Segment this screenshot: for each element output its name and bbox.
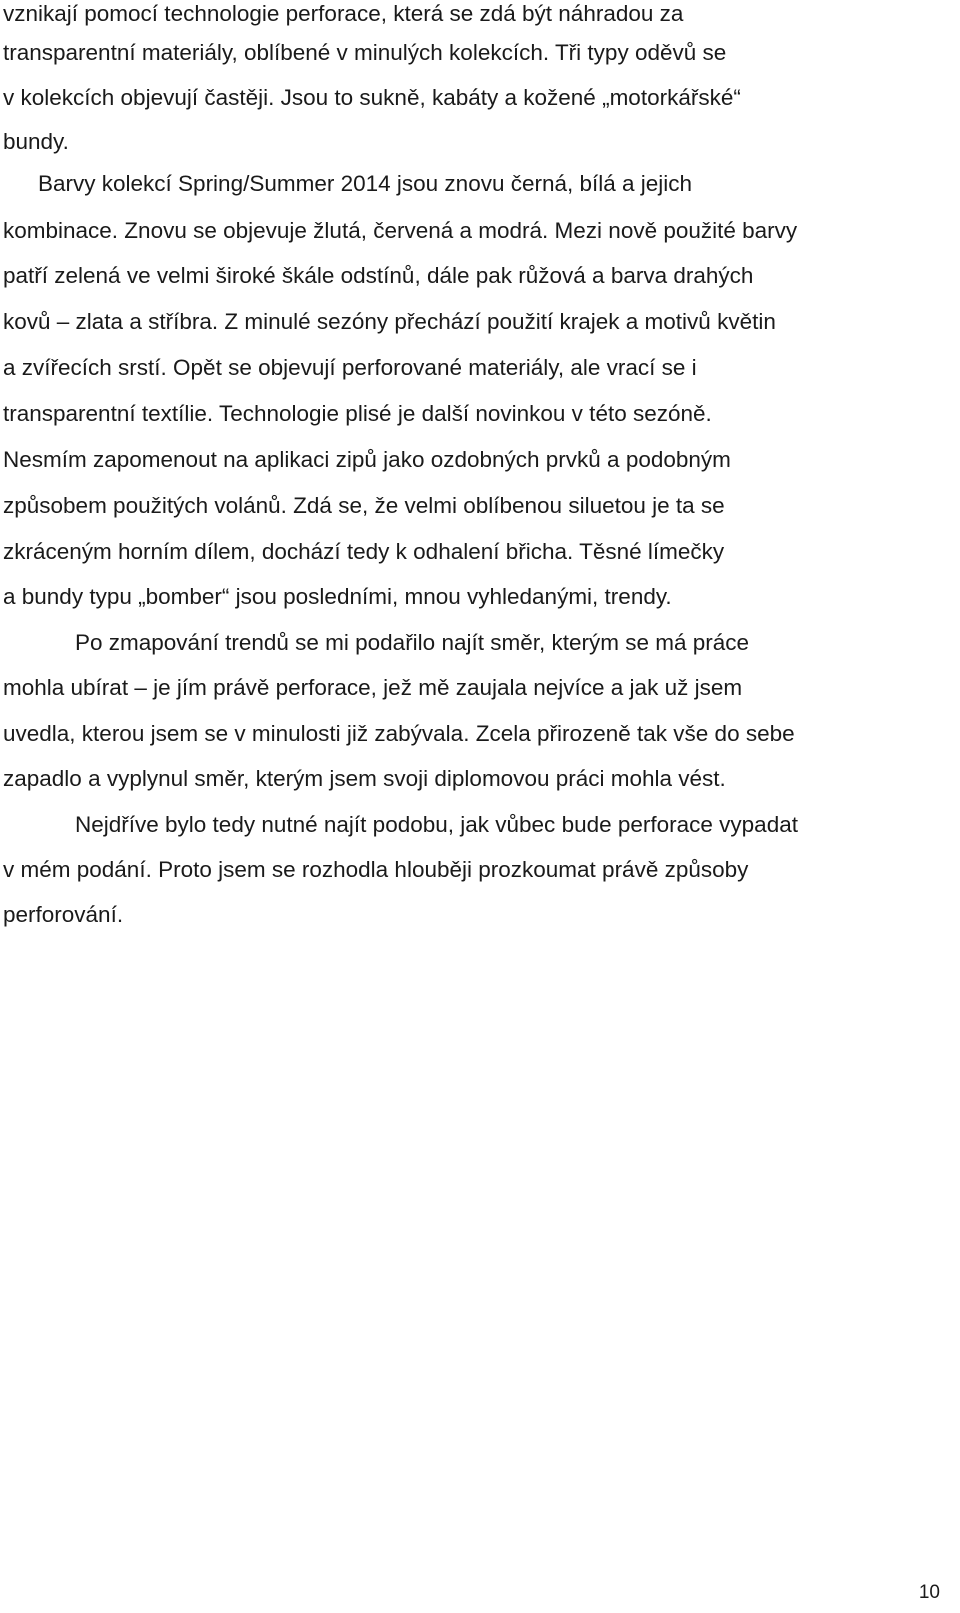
- text-line: Po zmapování trendů se mi podařilo najít směr, kterým se má práce: [75, 630, 750, 655]
- document-body: [3, 0, 948, 946]
- text-line: Barvy kolekcí Spring/Summer 2014 jsou znovu černá, bílá a jejich: [38, 171, 693, 196]
- text-line: kovů – zlata a stříbra. Z minulé sezóny přechází použití krajek a motivů květin: [3, 309, 776, 334]
- text-line: v kolekcích objevují častěji. Jsou to sukně, kabáty a kožené „motorkářské“: [3, 85, 741, 110]
- text-line: patří zelená ve velmi široké škále odstínů, dále pak růžová a barva drahých: [3, 263, 754, 288]
- text-line: v mém podání. Proto jsem se rozhodla hlouběji prozkoumat právě způsoby: [3, 857, 749, 882]
- page-number: 10: [918, 1582, 940, 1603]
- text-line: a zvířecích srstí. Opět se objevují perforované materiály, ale vrací se i: [3, 355, 697, 380]
- text-line: Nejdříve bylo tedy nutné najít podobu, jak vůbec bude perforace vypadat: [75, 812, 798, 837]
- text-line: bundy.: [3, 129, 69, 154]
- text-line: perforování.: [3, 902, 124, 927]
- text-line: Nesmím zapomenout na aplikaci zipů jako ozdobných prvků a podobným: [3, 447, 731, 472]
- text-line: uvedla, kterou jsem se v minulosti již zabývala. Zcela přirozeně tak vše do sebe: [3, 721, 795, 746]
- text-line: zkráceným horním dílem, dochází tedy k odhalení břicha. Těsné límečky: [3, 539, 725, 564]
- text-line: způsobem použitých volánů. Zdá se, že velmi oblíbenou siluetou je ta se: [3, 493, 725, 518]
- text-line: transparentní textílie. Technologie plisé je další novinkou v této sezóně.: [3, 401, 712, 426]
- text-line: vznikají pomocí technologie perforace, která se zdá být náhradou za: [3, 1, 684, 26]
- text-line: kombinace. Znovu se objevuje žlutá, červená a modrá. Mezi nově použité barvy: [3, 218, 798, 243]
- text-line: mohla ubírat – je jím právě perforace, jež mě zaujala nejvíce a jak už jsem: [3, 675, 743, 700]
- text-line: transparentní materiály, oblíbené v minulých kolekcích. Tři typy oděvů se: [3, 40, 727, 65]
- text-line: zapadlo a vyplynul směr, kterým jsem svoji diplomovou práci mohla vést.: [3, 766, 726, 791]
- text-line: a bundy typu „bomber“ jsou posledními, mnou vyhledanými, trendy.: [3, 584, 672, 609]
